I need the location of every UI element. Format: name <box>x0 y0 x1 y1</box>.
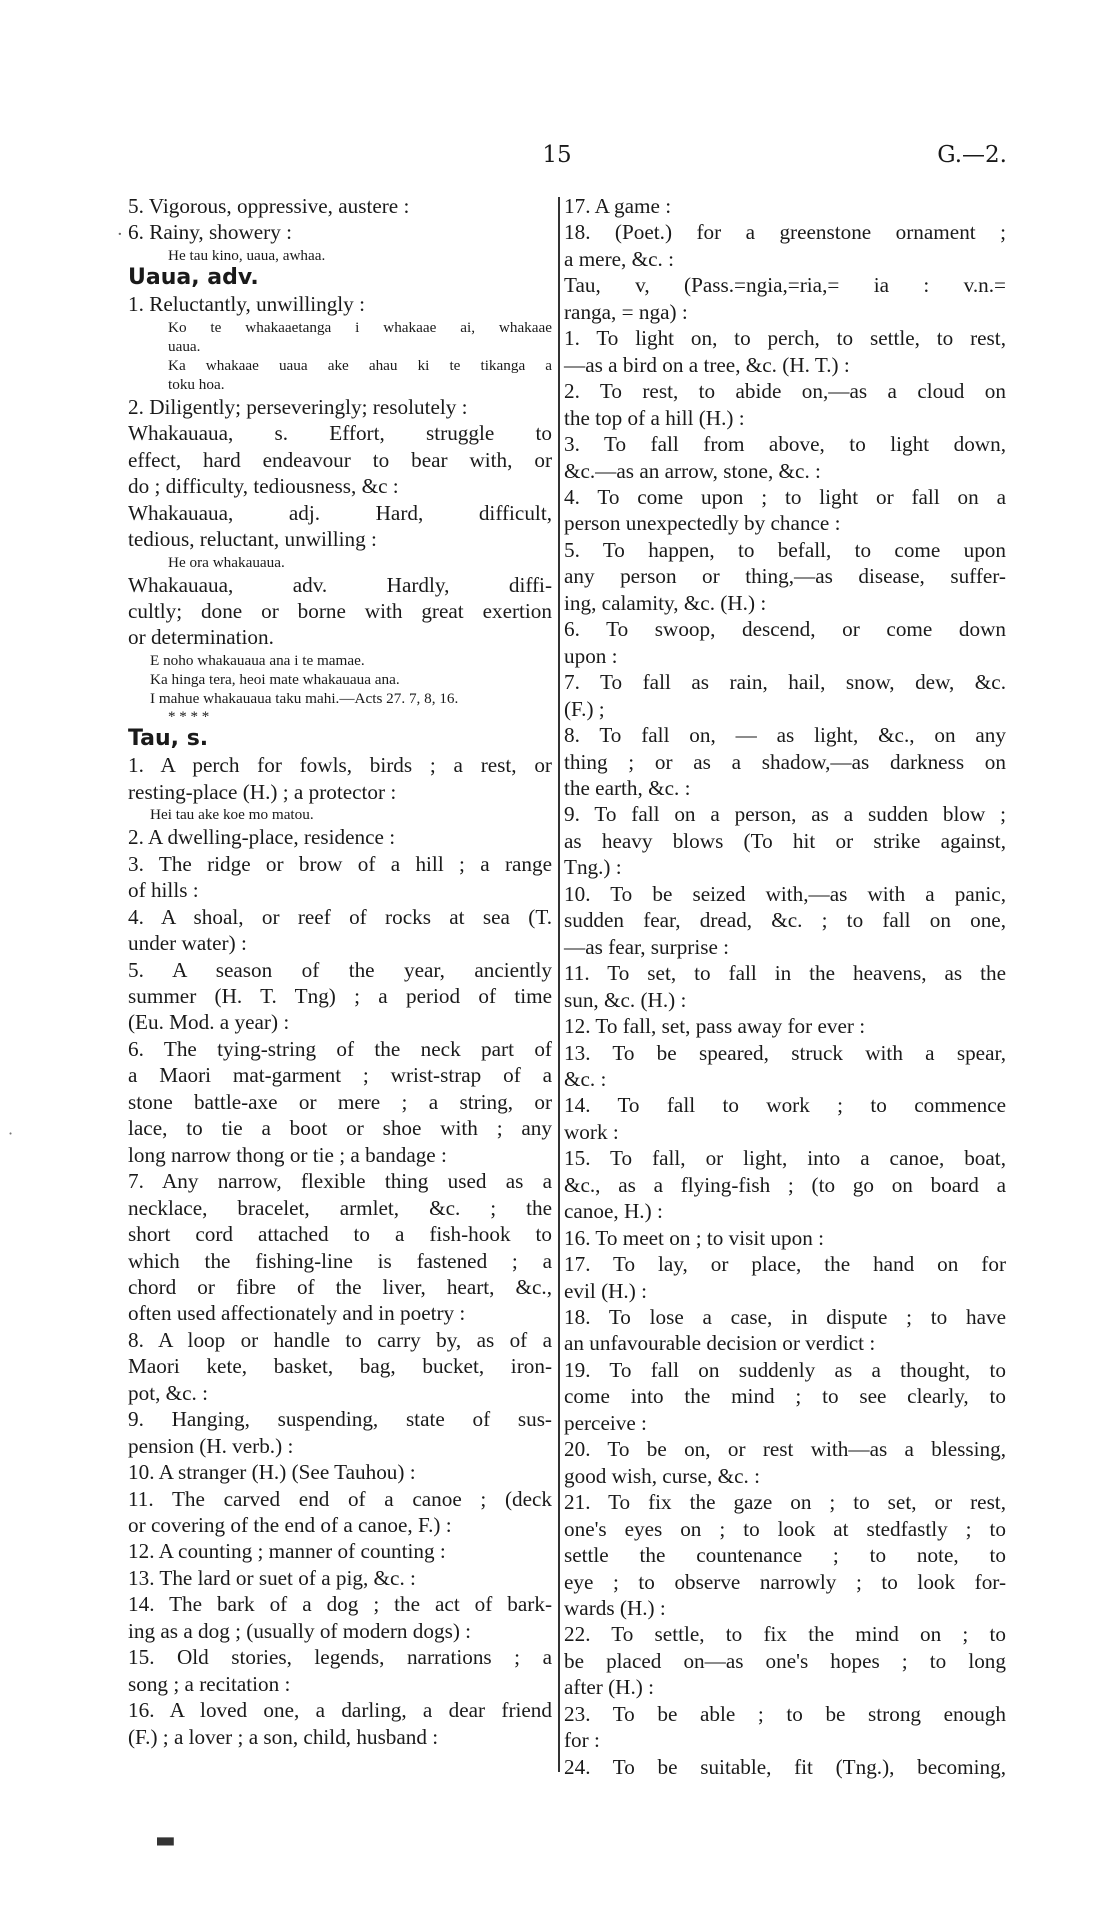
text-line: 7. Any narrow, flexible thing used as a <box>128 1169 552 1194</box>
text-line: necklace, bracelet, armlet, &c. ; the <box>128 1195 552 1220</box>
text-line: 4. A shoal, or reef of rocks at sea (T. <box>128 904 552 929</box>
text-line: &c. : <box>564 1066 607 1091</box>
example-line: toku hoa. <box>168 375 225 393</box>
text-line: 18. To lose a case, in dispute ; to have <box>564 1305 1006 1330</box>
text-line: summer (H. T. Tng) ; a period of time <box>128 983 552 1008</box>
text-line: sudden fear, dread, &c. ; to fall on one, <box>564 908 1006 933</box>
text-line: &c.—as an arrow, stone, &c. : <box>564 458 821 483</box>
text-line: as heavy blows (To hit or strike against, <box>564 828 1006 853</box>
text-line: effect, hard endeavour to bear with, or <box>128 447 552 472</box>
example-line: He ora whakauaua. <box>168 553 285 571</box>
text-line: often used affectionately and in poetry : <box>128 1301 466 1326</box>
text-line: eye ; to observe narrowly ; to look for- <box>564 1569 1006 1594</box>
text-line: under water) : <box>128 931 247 956</box>
text-line: or determination. <box>128 625 274 650</box>
text-line: 1. A perch for fowls, birds ; a rest, or <box>128 753 552 778</box>
text-line: 2. A dwelling-place, residence : <box>128 825 396 850</box>
text-line: 7. To fall as rain, hail, snow, dew, &c. <box>564 670 1006 695</box>
text-line: long narrow thong or tie ; a bandage : <box>128 1142 447 1167</box>
text-line: 9. To fall on a person, as a sudden blow ; <box>564 802 1006 827</box>
text-line: —as fear, surprise : <box>564 934 730 959</box>
text-line: 2. Diligently; perseveringly; resolutely : <box>128 394 468 419</box>
text-line: an unfavourable decision or verdict : <box>564 1331 876 1356</box>
text-line: ranga, = nga) : <box>564 299 688 324</box>
example-line: Ko te whakaaetanga i whakaae ai, whakaae <box>168 318 552 336</box>
example-line: I mahue whakauaua taku mahi.—Acts 27. 7, 8, 16. <box>150 689 459 707</box>
text-line: 11. To set, to fall in the heavens, as the <box>564 961 1006 986</box>
text-line: come into the mind ; to see clearly, to <box>564 1384 1006 1409</box>
text-line: 10. A stranger (H.) (See Tauhou) : <box>128 1460 416 1485</box>
text-line: 13. The lard or suet of a pig, &c. : <box>128 1565 416 1590</box>
text-line: * * * * <box>168 708 210 725</box>
text-line: 6. To swoop, descend, or come down <box>564 617 1006 642</box>
entry-headword-line: Tau, s. <box>128 725 209 751</box>
text-line: song ; a recitation : <box>128 1671 291 1696</box>
text-line: 18. (Poet.) for a greenstone ornament ; <box>564 220 1006 245</box>
text-line: which the fishing-line is fastened ; a <box>128 1248 552 1273</box>
text-line: Whakauaua, adj. Hard, difficult, <box>128 500 552 525</box>
text-line: a mere, &c. : <box>564 246 675 271</box>
text-line: 8. A loop or handle to carry by, as of a <box>128 1327 552 1352</box>
text-line: (F.) ; <box>564 696 605 721</box>
left-column <box>128 193 552 1750</box>
text-line: wards (H.) : <box>564 1596 666 1621</box>
column-divider <box>558 197 560 1772</box>
text-line: sun, &c. (H.) : <box>564 987 687 1012</box>
text-line: any person or thing,—as disease, suffer- <box>564 564 1006 589</box>
text-line: 14. To fall to work ; to commence <box>564 1093 1006 1118</box>
text-line: 20. To be on, or rest with—as a blessing, <box>564 1437 1006 1462</box>
text-line: 6. Rainy, showery : <box>128 220 292 245</box>
text-line: one's eyes on ; to look at stedfastly ; to <box>564 1516 1006 1541</box>
text-line: (F.) ; a lover ; a son, child, husband : <box>128 1724 439 1749</box>
text-line: 9. Hanging, suspending, state of sus- <box>128 1407 552 1432</box>
text-line: 21. To fix the gaze on ; to set, or rest, <box>564 1490 1006 1515</box>
text-line: good wish, curse, &c. : <box>564 1463 760 1488</box>
text-line: pot, &c. : <box>128 1380 209 1405</box>
text-line: Whakauaua, adv. Hardly, diffi- <box>128 572 552 597</box>
text-line: 17. To lay, or place, the hand on for <box>564 1252 1006 1277</box>
text-line: stone battle-axe or mere ; a string, or <box>128 1089 552 1114</box>
text-line: perceive : <box>564 1410 647 1435</box>
text-line: 17. A game : <box>564 194 672 218</box>
text-line: 2. To rest, to abide on,—as a cloud on <box>564 379 1006 404</box>
text-line: 5. Vigorous, oppressive, austere : <box>128 194 410 218</box>
stray-mark: · <box>8 1124 14 1143</box>
text-line: &c., as a flying-fish ; (to go on board a <box>564 1172 1006 1197</box>
text-line: 3. The ridge or brow of a hill ; a range <box>128 851 552 876</box>
text-line: 6. The tying-string of the neck part of <box>128 1036 552 1061</box>
text-line: —as a bird on a tree, &c. (H. T.) : <box>564 352 850 377</box>
text-line: 23. To be able ; to be strong enough <box>564 1701 1006 1726</box>
text-line: 14. The bark of a dog ; the act of bark- <box>128 1592 552 1617</box>
text-line: ing, calamity, &c. (H.) : <box>564 590 767 615</box>
text-line: the earth, &c. : <box>564 775 691 800</box>
entry-headword-line: Uaua, adv. <box>128 264 259 290</box>
text-line: a Maori mat-garment ; wrist-strap of a <box>128 1063 552 1088</box>
text-line: pension (H. verb.) : <box>128 1433 294 1458</box>
text-line: 11. The carved end of a canoe ; (deck <box>128 1486 552 1511</box>
text-line: 5. To happen, to befall, to come upon <box>564 537 1006 562</box>
text-line: 16. A loved one, a darling, a dear friend <box>128 1698 552 1723</box>
text-line: of hills : <box>128 878 199 903</box>
text-line: 13. To be speared, struck with a spear, <box>564 1040 1006 1065</box>
text-line: 4. To come upon ; to light or fall on a <box>564 484 1006 509</box>
text-line: 1. Reluctantly, unwillingly : <box>128 292 365 317</box>
example-line: Ka hinga tera, heoi mate whakauaua ana. <box>150 670 400 688</box>
text-line: 24. To be suitable, fit (Tng.), becoming, <box>564 1754 1006 1779</box>
text-line: 16. To meet on ; to visit upon : <box>564 1225 825 1250</box>
example-line: Hei tau ake koe mo matou. <box>150 806 314 824</box>
stray-mark: · <box>117 224 123 245</box>
page-code: G.—2. <box>937 142 1007 168</box>
text-line: or covering of the end of a canoe, F.) : <box>128 1513 452 1538</box>
example-line: E noho whakauaua ana i te mamae. <box>150 651 365 669</box>
text-line: 19. To fall on suddenly as a thought, to <box>564 1357 1006 1382</box>
text-line: upon : <box>564 643 618 668</box>
text-line: person unexpectedly by chance : <box>564 511 841 536</box>
text-line: (Eu. Mod. a year) : <box>128 1010 290 1035</box>
text-line: the top of a hill (H.) : <box>564 405 745 430</box>
text-line: chord or fibre of the liver, heart, &c., <box>128 1274 552 1299</box>
text-line: for : <box>564 1728 600 1753</box>
text-line: 15. Old stories, legends, narrations ; a <box>128 1645 552 1670</box>
example-line: He tau kino, uaua, awhaa. <box>168 246 326 264</box>
text-line: evil (H.) : <box>564 1278 647 1303</box>
text-line: Maori kete, basket, bag, bucket, iron- <box>128 1354 552 1379</box>
text-line: 5. A season of the year, anciently <box>128 957 552 982</box>
text-line: canoe, H.) : <box>564 1199 663 1224</box>
text-line: 22. To settle, to fix the mind on ; to <box>564 1622 1006 1647</box>
text-line: lace, to tie a boot or shoe with ; any <box>128 1116 552 1141</box>
text-line: 12. A counting ; manner of counting : <box>128 1539 446 1564</box>
text-line: 8. To fall on, — as light, &c., on any <box>564 723 1006 748</box>
text-line: Tng.) : <box>564 855 622 880</box>
text-line: cultly; done or borne with great exertion <box>128 598 552 623</box>
text-line: be placed on—as one's hopes ; to long <box>564 1648 1006 1673</box>
text-line: Whakauaua, s. Effort, struggle to <box>128 421 552 446</box>
text-line: 15. To fall, or light, into a canoe, boat, <box>564 1146 1006 1171</box>
text-line: short cord attached to a fish-hook to <box>128 1222 552 1247</box>
text-line: work : <box>564 1119 619 1144</box>
text-line: 1. To light on, to perch, to settle, to rest, <box>564 326 1006 351</box>
example-line: Ka whakaae uaua ake ahau ki te tikanga a <box>168 356 552 374</box>
text-line: settle the countenance ; to note, to <box>564 1543 1006 1568</box>
text-line: tedious, reluctant, unwilling : <box>128 527 377 552</box>
page-number: 15 <box>542 142 572 168</box>
stray-mark: ▬ <box>155 1828 176 1853</box>
text-line: thing ; or as a shadow,—as darkness on <box>564 749 1006 774</box>
text-line: resting-place (H.) ; a protector : <box>128 779 397 804</box>
text-line: Tau, v, (Pass.=ngia,=ria,= ia : v.n.= <box>564 273 1006 298</box>
right-column <box>564 193 1006 1780</box>
text-line: do ; difficulty, tediousness, &c : <box>128 474 399 499</box>
example-line: uaua. <box>168 337 201 355</box>
text-line: 3. To fall from above, to light down, <box>564 432 1006 457</box>
text-line: ing as a dog ; (usually of modern dogs) : <box>128 1618 472 1643</box>
text-line: 10. To be seized with,—as with a panic, <box>564 881 1006 906</box>
text-line: 12. To fall, set, pass away for ever : <box>564 1014 866 1039</box>
text-line: after (H.) : <box>564 1675 654 1700</box>
